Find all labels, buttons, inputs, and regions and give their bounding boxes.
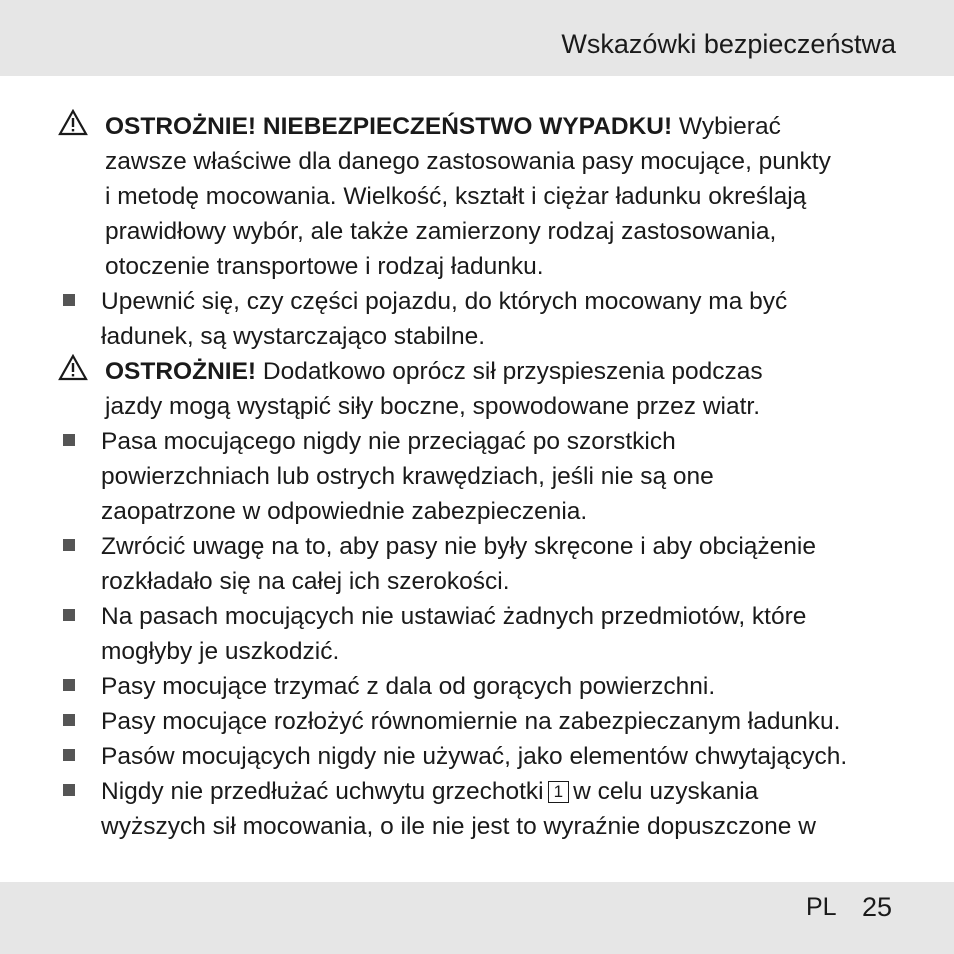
warning-1-line: i metodę mocowania. Wielkość, kształt i ciężar ładunku określają [105, 183, 807, 210]
warning-2-tail: Dodatkowo oprócz sił przyspieszenia podczas [256, 358, 763, 385]
square-bullet-icon [63, 294, 75, 306]
warning-2-first-line [105, 354, 763, 389]
bullet-3-line: Zwrócić uwagę na to, aby pasy nie były skręcone i aby obciążenie [101, 533, 816, 560]
bullet-4-line: mogłyby je uszkodzić. [101, 638, 340, 665]
warning-2-heading: OSTROŻNIE! [105, 358, 257, 385]
square-bullet-icon [63, 714, 75, 726]
square-bullet-icon [63, 434, 75, 446]
warning-triangle-icon [58, 109, 88, 136]
bullet-1-line: Upewnić się, czy części pojazdu, do których mocowany ma być [101, 288, 788, 315]
square-bullet-icon [63, 609, 75, 621]
part-reference-box: 1 [548, 781, 569, 803]
language-code: PL [806, 893, 837, 921]
square-bullet-icon [63, 539, 75, 551]
warning-1-line: zawsze właściwe dla danego zastosowania pasy mocujące, punkty [105, 148, 831, 175]
bullet-2-line: powierzchniach lub ostrych krawędziach, jeśli nie są one [101, 463, 714, 490]
square-bullet-icon [63, 679, 75, 691]
warning-1-first-line [105, 109, 781, 144]
square-bullet-icon [63, 749, 75, 761]
bullet-2-line: Pasa mocującego nigdy nie przeciągać po szorstkich [101, 428, 676, 455]
bullet-5-line: Pasy mocujące trzymać z dala od gorących powierzchni. [101, 673, 716, 700]
page-number: 25 [862, 892, 893, 922]
bullet-1-line: ładunek, są wystarczająco stabilne. [101, 323, 486, 350]
warning-1-heading: OSTROŻNIE! NIEBEZPIECZEŃSTWO WYPADKU! [105, 113, 673, 140]
warning-triangle-icon [58, 354, 88, 381]
warning-1-tail: Wybierać [672, 113, 781, 140]
warning-1-line: prawidłowy wybór, ale także zamierzony rodzaj zastosowania, [105, 218, 777, 245]
bullet-2-line: zaopatrzone w odpowiednie zabezpieczenia. [101, 498, 588, 525]
bullet-8-pre: Nigdy nie przedłużać uchwytu grzechotki [101, 778, 544, 805]
square-bullet-icon [63, 784, 75, 796]
warning-1-line: otoczenie transportowe i rodzaj ładunku. [105, 253, 544, 280]
bullet-3-line: rozkładało się na całej ich szerokości. [101, 568, 510, 595]
bullet-8-line: wyższych sił mocowania, o ile nie jest to wyraźnie dopuszczone w [101, 813, 816, 840]
page-header-title: Wskazówki bezpieczeństwa [561, 29, 896, 59]
header-band [0, 0, 954, 76]
bullet-4-line: Na pasach mocujących nie ustawiać żadnych przedmiotów, które [101, 603, 807, 630]
bullet-6-line: Pasy mocujące rozłożyć równomiernie na zabezpieczanym ładunku. [101, 708, 841, 735]
bullet-7-line: Pasów mocujących nigdy nie używać, jako elementów chwytających. [101, 743, 848, 770]
warning-2-line: jazdy mogą wystąpić siły boczne, spowodowane przez wiatr. [105, 393, 761, 420]
bullet-8-first-line [101, 774, 758, 809]
bullet-8-post: w celu uzyskania [573, 778, 759, 805]
